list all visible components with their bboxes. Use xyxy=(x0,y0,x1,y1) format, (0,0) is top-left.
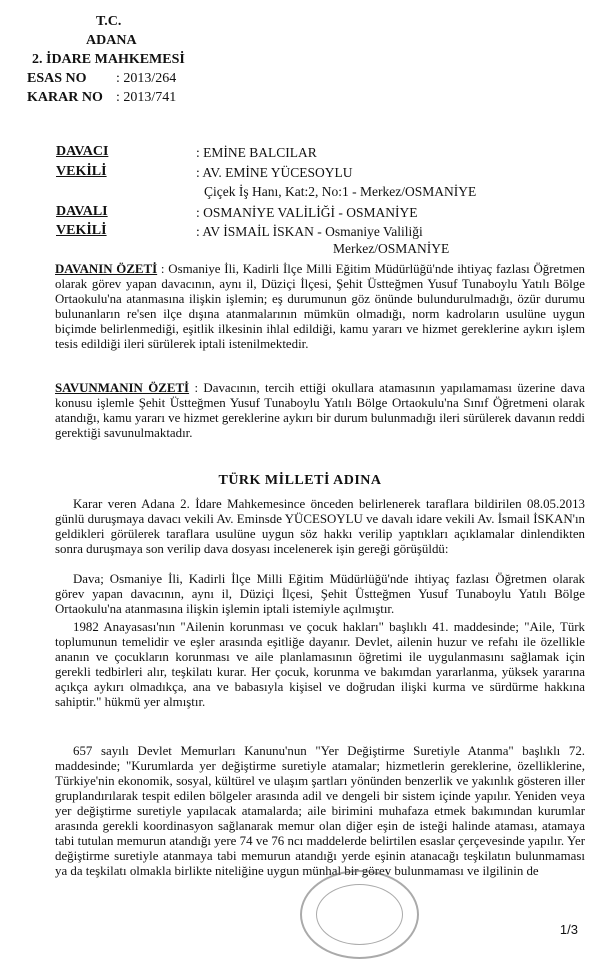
savunmanin-ozeti-text: : Davacının, tercih ettiği okullara atamasının yapılamaması üzerine dava konusu işlemle Şehit Üstteğmen Yusuf Tunaboylu Yatılı Bölge Ortaokulu'na Sınıf Öğretmeni olarak atandığı, kamu yararı ve hizmet gereklerine aykırı bir durum bulunmadığı ileri sürülerek davanın reddi gerektiği savunulmaktadır. xyxy=(55,381,585,440)
court-seal xyxy=(300,870,419,959)
davali-vekili-address: Merkez/OSMANİYE xyxy=(333,241,450,256)
esas-value: : 2013/264 xyxy=(116,71,177,86)
davali-vekili-label: VEKİLİ xyxy=(56,223,107,238)
savunmanin-ozeti xyxy=(55,381,585,441)
davali-vekili-value: : AV İSMAİL İSKAN - Osmaniye Valiliği xyxy=(196,224,423,239)
davanin-ozeti xyxy=(55,262,585,352)
section-heading: TÜRK MİLLETİ ADINA xyxy=(218,473,382,488)
vekili-address: Çiçek İş Hanı, Kat:2, No:1 - Merkez/OSMANİYE xyxy=(204,184,477,199)
body-paragraph: 657 sayılı Devlet Memurları Kanunu'nun "Yer Değiştirme Suretiyle Atanma" başlıklı 72. maddesinde; "Kurumlarda yer değiştirme suretiyle atamalar; hizmetlerin gereklerine, özelliklerine, Türkiye'nin ekonomik, sosyal, kültürel ve ulaşım şartları yönünden benzerlik ve yakınlık gösteren iller gruplandırılarak tespit edilen bölgeler arasında adil ve dengeli bir sistem içinde yapılır. Yeniden veya yer değiştirme suretiyle yapılacak atamalarda; aile birimini muhafaza etmek bakımından kurumlar arasında gerekli koordinasyon sağlanarak memur olan diğer eşin de isteği halinde ataması, atamaya tabi tutulan memurun atandığı yere 74 ve 76 ncı maddelerde belirtilen esaslar çerçevesinde yapılır. Yer değiştirme suretiyle atanmaya tabi memurun atandığı yerde eşinin atanacağı teşkilatın bulunmaması ya da teşkilatı olmakla birlikte niteliğine uygun münhal bir görev bulunmaması ve ilgilinin de xyxy=(55,744,585,878)
header-tc: T.C. xyxy=(96,14,122,29)
page-number: 1/3 xyxy=(559,922,578,937)
vekili-value: : AV. EMİNE YÜCESOYLU xyxy=(196,165,353,180)
davanin-ozeti-text: : Osmaniye İli, Kadirli İlçe Milli Eğitim Müdürlüğü'nde ihtiyaç fazlası Öğretmen olarak görev yapan davacının, aynı il, Düziçi İlçesi, Şehit Üstteğmen Yusuf Tunaboylu Yatılı Bölge Ortaokulu'na atanmasına ilişkin işlemin; eş durumunun göz önünde bulundurulmadığı, özür durumu bulunanların re'sen ilçe dışına atanmalarının mümkün olmadığı, norm kadroların usulüne uygun biçimde belirlenmediği, eşitlik ilkesinin ihlal edildiği, kamu yararı ve hizmet gereklerine aykırı işlem tesis edildiği ileri sürülerek iptali istenilmektedir. xyxy=(55,262,585,351)
karar-label: KARAR NO xyxy=(27,90,103,105)
davaci-label: DAVACI xyxy=(56,144,109,159)
savunmanin-ozeti-label: SAVUNMANIN ÖZETİ xyxy=(55,381,190,395)
header-court: 2. İDARE MAHKEMESİ xyxy=(32,52,185,67)
vekili-label: VEKİLİ xyxy=(56,164,107,179)
esas-label: ESAS NO xyxy=(27,71,87,86)
body-paragraph: Dava; Osmaniye İli, Kadirli İlçe Milli Eğitim Müdürlüğü'nde ihtiyaç fazlası Öğretmen olarak görev yapan davacının, aynı il, Düziçi İlçesi, Şehit Üstteğmen Yusuf Tunaboylu Yatılı Bölge Ortaokulu'na atanmasına ilişkin işlemin iptali istemiyle açılmıştır. xyxy=(55,572,585,616)
karar-value: : 2013/741 xyxy=(116,90,177,105)
header-city: ADANA xyxy=(86,33,137,48)
davali-label: DAVALI xyxy=(56,204,108,219)
body-paragraph: Karar veren Adana 2. İdare Mahkemesince önceden belirlenerek taraflara bildirilen 08.05.2013 günlü duruşmaya davacı vekili Av. Eminsde YÜCESOYLU ve davalı idare vekili Av. İsmail İSKAN'ın geldikleri görülerek taraflara usulüne uygun söz hakkı verilip yaptıkları açıklamalar dinlendikten sonra duruşmaya son verilip dava dosyası incelenerek işin gereği görüşüldü: xyxy=(55,497,585,556)
davali-value: : OSMANİYE VALİLİĞİ - OSMANİYE xyxy=(196,205,418,220)
davanin-ozeti-label: DAVANIN ÖZETİ xyxy=(55,262,158,276)
davaci-value: : EMİNE BALCILAR xyxy=(196,145,317,160)
body-paragraph: 1982 Anayasası'nın "Ailenin korunması ve çocuk hakları" başlıklı 41. maddesinde; "Aile, Türk toplumunun temelidir ve eşler arasında eşitliğe dayanır. Devlet, ailenin huzur ve refahı ile özellikle ananın ve çocukların korunması ve aile planlamasının öğretimi ile uygulanmasını sağlamak için gerekli tedbirleri alır, teşkilatı kurar. Her çocuk, korunma ve bakımdan yararlanma, yüksek yararına açıkça aykırı olmadıkça, ana ve babasıyla kişisel ve doğrudan ilişki kurma ve sürdürme hakkına sahiptir." hükmü yer almıştır. xyxy=(55,620,585,709)
